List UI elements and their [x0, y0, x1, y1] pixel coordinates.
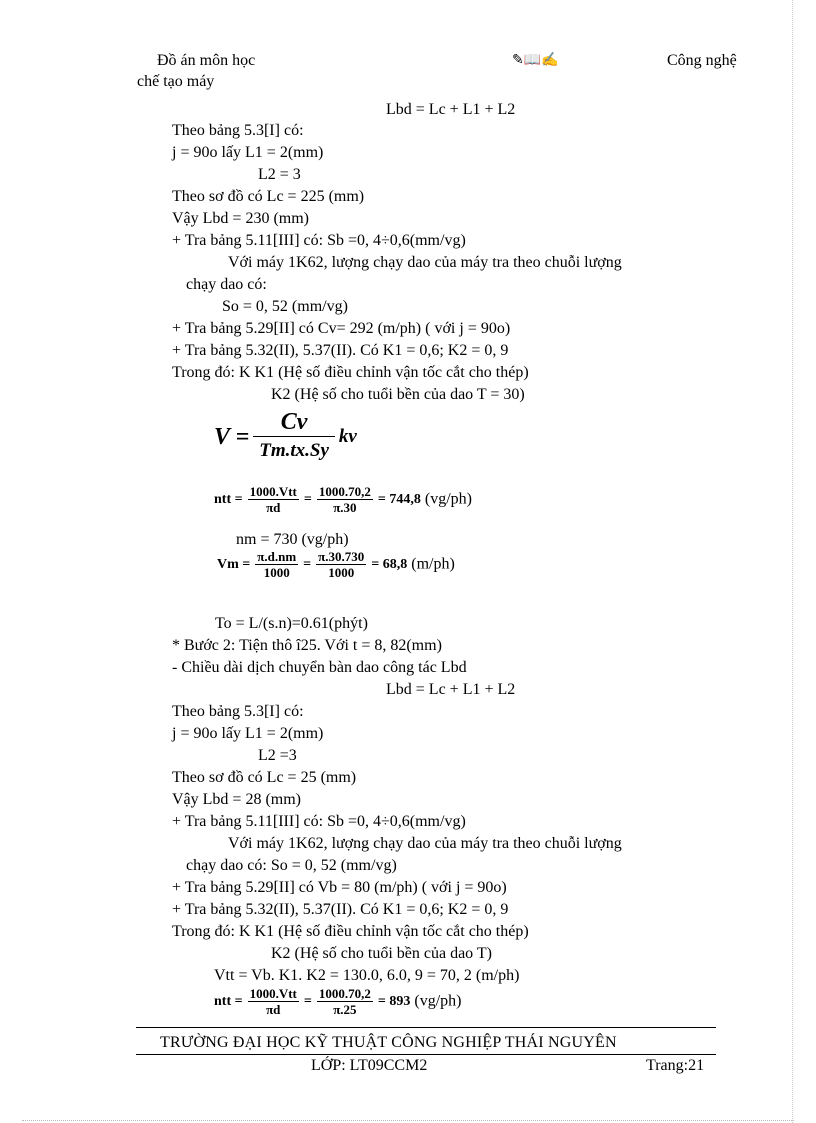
step-heading: * Bước 2: Tiện thô î25. Với t = 8, 82(mm)	[172, 637, 442, 654]
denominator: π.30	[333, 500, 357, 515]
footer-page-number: Trang:21	[646, 1057, 705, 1074]
formula-unit: (vg/ph)	[414, 992, 462, 1010]
text-line: Theo sơ đồ có Lc = 225 (mm)	[172, 188, 365, 205]
formula-velocity-numerator: Cv	[253, 408, 335, 437]
footer-divider-thin	[136, 1054, 716, 1055]
page-edge-right	[792, 0, 793, 1123]
formula-result: = 893	[377, 993, 411, 1009]
footer-divider	[136, 1027, 716, 1028]
text-line: Vậy Lbd = 230 (mm)	[172, 210, 309, 227]
formula-velocity-k: kv	[338, 425, 357, 447]
denominator: 1000	[328, 565, 355, 580]
numerator: 1000.70,2	[318, 986, 371, 1001]
formula-real-velocity: Vm = $\frac{\pi.d.nm}{1000}$ = $\frac{\pi.30.730}{1000}$ = 68,8 (m/ph)	[217, 549, 455, 580]
formula-spindle-speed-2: ntt = $\frac{\text{1000.Vtt}}{\pi d}$ = $\frac{1000.70,2}{\pi.25}$ = 893 (vg/ph)	[214, 986, 462, 1017]
numerator: π.30.730	[318, 549, 365, 564]
formula-result: = 744,8	[377, 491, 421, 507]
numerator: 1000.Vtt	[249, 986, 297, 1001]
formula-lbd-2: Lbd = Lc + L1 + L2	[386, 681, 516, 698]
formula-lbd-1: Lbd = Lc + L1 + L2	[386, 101, 516, 118]
formula-lhs: ntt =	[214, 993, 243, 1009]
formula-velocity-lhs: V =	[214, 423, 250, 450]
text-line: Theo sơ đồ có Lc = 25 (mm)	[172, 769, 357, 786]
text-line: Với máy 1K62, lượng chạy dao của máy tra theo chuỗi lượng	[228, 835, 622, 852]
header-right: Công nghệ	[667, 52, 737, 69]
header-left: Đồ án môn học	[157, 52, 256, 69]
text-line: + Tra bảng 5.29[II] có Cv= 292 (m/ph) ( với j = 90o)	[172, 320, 511, 337]
formula-fraction	[317, 484, 373, 515]
footer-class: LỚP: LT09CCM2	[311, 1057, 428, 1074]
text-line: K2 (Hệ số cho tuổi bền của dao T = 30)	[271, 386, 525, 403]
formula-unit: (m/ph)	[411, 555, 455, 573]
formula-velocity	[214, 408, 357, 465]
formula-spindle-speed-1: ntt = $\frac{\text{1000.Vtt}}{\pi d}$ = $\frac{1000.70,2}{\pi.30}$ = 744,8 (vg/ph)	[214, 484, 472, 515]
text-line: + Tra bảng 5.11[III] có: Sb =0, 4÷0,6(mm/vg)	[172, 813, 466, 830]
text-line: + Tra bảng 5.11[III] có: Sb =0, 4÷0,6(mm/vg)	[172, 232, 466, 249]
text-line: Theo bảng 5.3[I] có:	[172, 122, 304, 139]
text-line: + Tra bảng 5.32(II), 5.37(II). Có K1 = 0,6; K2 = 0, 9	[172, 901, 509, 918]
denominator: π.25	[333, 1002, 357, 1017]
formula-fraction	[316, 549, 366, 580]
header-ornament-icon: ✎📖✍	[512, 53, 559, 68]
numerator: π.d.nm	[257, 549, 297, 564]
formula-fraction	[317, 986, 373, 1017]
text-line: - Chiều dài dịch chuyển bàn dao công tác Lbd	[172, 659, 467, 676]
denominator: πd	[266, 500, 281, 515]
formula-unit: (vg/ph)	[424, 490, 472, 508]
formula-velocity-denominator: Tm.tx.Sy	[259, 440, 329, 461]
text-line: Trong đó: K K1 (Hệ số điều chỉnh vận tốc cắt cho thép)	[172, 364, 529, 381]
numerator: 1000.70,2	[318, 484, 371, 499]
text-line: K2 (Hệ số cho tuổi bền của dao T)	[271, 945, 492, 962]
text-line: Theo bảng 5.3[I] có:	[172, 703, 304, 720]
text-line: To = L/(s.n)=0.61(phýt)	[215, 615, 368, 632]
formula-fraction	[255, 549, 298, 580]
text-line: L2 =3	[258, 747, 297, 764]
text-line: Vậy Lbd = 28 (mm)	[172, 791, 301, 808]
footer-school: TRƯỜNG ĐẠI HỌC KỸ THUẬT CÔNG NGHIỆP THÁI NGUYÊN	[160, 1034, 617, 1051]
text-line: chạy dao có:	[186, 276, 267, 293]
denominator: 1000	[263, 565, 290, 580]
formula-result: = 68,8	[371, 556, 408, 572]
text-line: Vtt = Vb. K1. K2 = 130.0, 6.0, 9 = 70, 2 (m/ph)	[214, 967, 520, 984]
formula-fraction	[248, 986, 299, 1017]
text-line: chạy dao có: So = 0, 52 (mm/vg)	[186, 857, 397, 874]
text-line: So = 0, 52 (mm/vg)	[222, 298, 348, 315]
header-continued: chế tạo máy	[137, 73, 215, 90]
text-line: Với máy 1K62, lượng chạy dao của máy tra theo chuỗi lượng	[228, 254, 622, 271]
text-line: + Tra bảng 5.29[II] có Vb = 80 (m/ph) ( với j = 90o)	[172, 879, 507, 896]
text-line: j = 90o lấy L1 = 2(mm)	[172, 144, 324, 161]
denominator: πd	[266, 1002, 281, 1017]
numerator: 1000.Vtt	[249, 484, 297, 499]
formula-fraction	[248, 484, 299, 515]
formula-lhs: Vm =	[217, 556, 251, 572]
formula-lhs: ntt =	[214, 491, 243, 507]
text-line: L2 = 3	[258, 166, 301, 183]
formula-velocity-fraction	[253, 408, 335, 465]
text-line: nm = 730 (vg/ph)	[236, 531, 349, 548]
text-line: Trong đó: K K1 (Hệ số điều chỉnh vận tốc cắt cho thép)	[172, 923, 529, 940]
page-edge-bottom	[22, 1120, 794, 1121]
text-line: + Tra bảng 5.32(II), 5.37(II). Có K1 = 0,6; K2 = 0, 9	[172, 342, 509, 359]
text-line: j = 90o lấy L1 = 2(mm)	[172, 725, 324, 742]
